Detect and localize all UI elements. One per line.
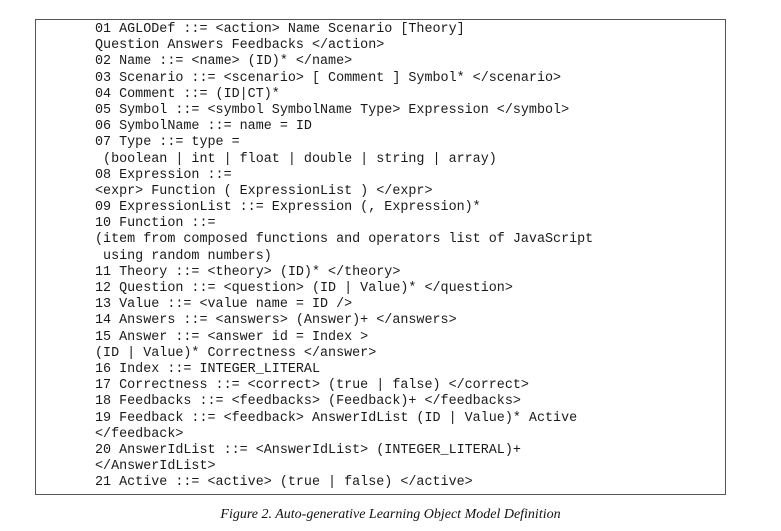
grammar-line: </feedback> (95, 426, 184, 442)
grammar-line: 08 Expression ::= (95, 167, 232, 183)
grammar-line: 14 Answers ::= <answers> (Answer)+ </answers> (95, 313, 457, 329)
grammar-line: 11 Theory ::= <theory> (ID)* </theory> (95, 264, 401, 280)
grammar-line: (item from composed functions and operators list of JavaScript (95, 232, 594, 248)
grammar-line: 09 ExpressionList ::= Expression (, Expression)* (95, 200, 481, 216)
grammar-line: (ID | Value)* Correctness </answer> (95, 345, 377, 361)
grammar-line: 06 SymbolName ::= name = ID (95, 119, 312, 135)
grammar-line: 17 Correctness ::= <correct> (true | false) </correct> (95, 378, 529, 394)
grammar-line: 15 Answer ::= <answer id = Index > (95, 329, 369, 345)
grammar-line: 13 Value ::= <value name = ID /> (95, 297, 353, 313)
grammar-line: <expr> Function ( ExpressionList ) </expr> (95, 183, 433, 199)
grammar-line: </AnswerIdList> (95, 459, 216, 475)
grammar-line: 18 Feedbacks ::= <feedbacks> (Feedback)+ </feedbacks> (95, 394, 521, 410)
grammar-line: 20 AnswerIdList ::= <AnswerIdList> (INTEGER_LITERAL)+ (95, 442, 521, 458)
grammar-line: 07 Type ::= type = (95, 135, 240, 151)
grammar-line: 03 Scenario ::= <scenario> [ Comment ] Symbol* </scenario> (95, 70, 562, 86)
grammar-line: using random numbers) (95, 248, 272, 264)
grammar-line: 12 Question ::= <question> (ID | Value)* </question> (95, 281, 513, 296)
grammar-line: 04 Comment ::= (ID|CT)* (95, 86, 280, 102)
grammar-line: 10 Function ::= (95, 216, 216, 232)
grammar-line: 16 Index ::= INTEGER_LITERAL (95, 361, 320, 377)
grammar-line: 19 Feedback ::= <feedback> AnswerIdList (ID | Value)* Active (95, 410, 578, 426)
grammar-line: 21 Active ::= <active> (true | false) </active> (95, 475, 473, 491)
grammar-line: (boolean | int | float | double | string | array) (95, 151, 497, 167)
figure-caption: Figure 2. Auto-generative Learning Object Model Definition (220, 507, 561, 522)
grammar-line: 05 Symbol ::= <symbol SymbolName Type> Expression </symbol> (95, 102, 570, 118)
grammar-line: 02 Name ::= <name> (ID)* </name> (95, 54, 353, 70)
grammar-line: 01 AGLODef ::= <action> Name Scenario [Theory] (95, 22, 465, 37)
grammar-lines (95, 22, 593, 491)
grammar-line: Question Answers Feedbacks </action> (95, 38, 385, 54)
